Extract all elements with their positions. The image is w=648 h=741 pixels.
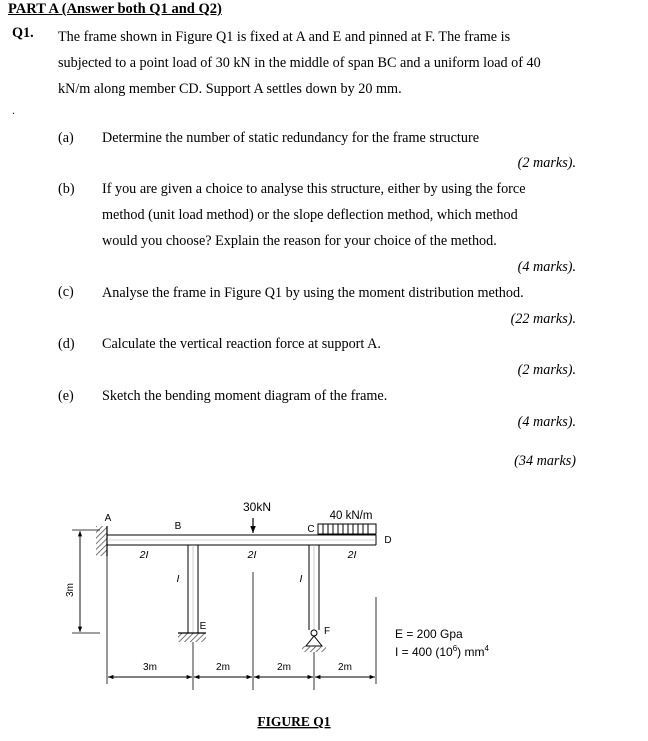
point-load-label: 30kN	[242, 500, 272, 514]
part-b-label: (b)	[58, 181, 75, 197]
prop-inertia-unit-exp: 4	[484, 644, 489, 653]
column-be	[188, 545, 198, 633]
question-intro-line-3: kN/m along member CD. Support A settles down by 20 mm.	[58, 81, 402, 97]
part-b-line-3: would you choose? Explain the reason for your choice of the method.	[102, 233, 497, 249]
span-label-3: 2m	[277, 662, 291, 673]
support-a-hatch	[96, 526, 107, 556]
column-cf	[309, 545, 319, 630]
span-label-1: 3m	[143, 662, 157, 673]
part-d-marks: (2 marks).	[517, 362, 576, 378]
udl-block	[318, 524, 376, 534]
part-c-marks: (22 marks).	[510, 311, 576, 327]
part-a-marks: (2 marks).	[517, 155, 576, 171]
question-number: Q1.	[12, 25, 34, 41]
support-f-triangle	[306, 636, 322, 646]
prop-inertia	[395, 644, 490, 659]
stray-dot: .	[12, 103, 15, 117]
part-b-line-1: If you are given a choice to analyse this structure, either by using the force	[102, 181, 526, 197]
part-d-text: Calculate the vertical reaction force at support A.	[102, 336, 381, 352]
node-f-label: F	[323, 626, 331, 637]
node-c-label: C	[307, 524, 315, 535]
part-c-text: Analyse the frame in Figure Q1 by using the moment distribution method.	[102, 285, 524, 301]
beam-ad	[107, 535, 376, 545]
node-e-label: E	[199, 621, 207, 632]
prop-inertia-mid: ) mm	[457, 645, 485, 659]
total-marks: (34 marks)	[514, 453, 576, 469]
node-a-label: A	[104, 513, 112, 524]
udl-label: 40 kN/m	[329, 510, 373, 522]
part-e-text: Sketch the bending moment diagram of the frame.	[102, 388, 388, 404]
support-e-hatch	[178, 633, 206, 642]
part-b-marks: (4 marks).	[517, 259, 576, 275]
height-label: 3m	[65, 583, 76, 597]
part-c-label: (c)	[58, 284, 74, 300]
prop-inertia-exp: 6	[452, 644, 458, 653]
part-e-label: (e)	[58, 388, 74, 404]
column-cf-inertia: I	[299, 573, 303, 585]
beam-bc-inertia: 2I	[247, 549, 257, 561]
part-e-marks: (4 marks).	[517, 414, 576, 430]
question-intro-line-2: subjected to a point load of 30 kN in the middle of span BC and a uniform load of 40	[58, 55, 541, 71]
prop-modulus: E = 200 Gpa	[395, 627, 463, 641]
beam-ab-inertia: 2I	[139, 549, 149, 561]
question-intro-line-1: The frame shown in Figure Q1 is fixed at A and E and pinned at F. The frame is	[58, 29, 511, 45]
span-label-4: 2m	[338, 662, 352, 673]
section-heading: PART A (Answer both Q1 and Q2)	[8, 1, 222, 17]
prop-inertia-prefix: I = 400 (10	[395, 645, 453, 659]
part-a-label: (a)	[58, 130, 74, 146]
pin-f-icon	[311, 630, 317, 636]
support-f-hatch	[302, 646, 326, 652]
node-d-label: D	[384, 535, 392, 546]
node-b-label: B	[174, 521, 182, 532]
part-d-label: (d)	[58, 336, 75, 352]
span-label-2: 2m	[216, 662, 230, 673]
beam-cd-inertia: 2I	[347, 549, 357, 561]
part-b-line-2: method (unit load method) or the slope deflection method, which method	[102, 207, 518, 223]
figure-caption: FIGURE Q1	[257, 714, 331, 729]
part-a-text: Determine the number of static redundancy for the frame structure	[102, 130, 479, 146]
column-be-inertia: I	[176, 573, 180, 585]
